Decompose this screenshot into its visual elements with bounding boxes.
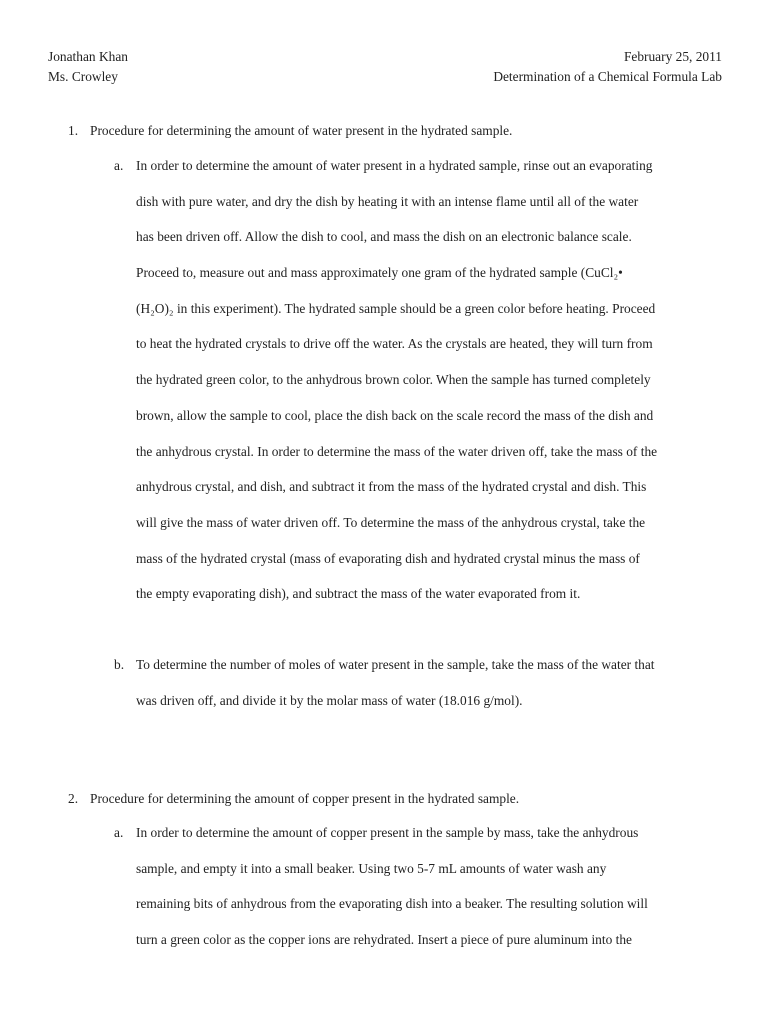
section-title: Procedure for determining the amount of copper present in the hydrated sample. <box>90 791 520 806</box>
item-text <box>136 148 728 612</box>
item-letter: b. <box>114 657 125 672</box>
text-line: brown, allow the sample to cool, place the dish back on the scale record the mass of the dish and <box>136 407 654 423</box>
header-row-2 <box>48 67 722 87</box>
text-line: To determine the number of moles of water present in the sample, take the mass of the water that <box>136 657 655 672</box>
text-line: was driven off, and divide it by the molar mass of water (18.016 g/mol). <box>136 692 523 708</box>
item-text <box>136 647 728 718</box>
header-row-1 <box>48 47 722 67</box>
text-line: Proceed to, measure out and mass approximately one gram of the hydrated sample (CuCl₂• <box>136 265 623 281</box>
text-line: remaining bits of anhydrous from the evaporating dish into a beaker. The resulting solution will <box>136 896 648 912</box>
text-line: turn a green color as the copper ions are rehydrated. Insert a piece of pure aluminum into the <box>136 932 633 948</box>
document-header <box>48 47 722 87</box>
text-line: dish with pure water, and dry the dish by heating it with an intense flame until all of the water <box>136 193 639 209</box>
text-line: to heat the hydrated crystals to drive off the water. As the crystals are heated, they will turn from <box>136 336 653 352</box>
section-1-item-b <box>114 647 728 718</box>
section-1-heading <box>68 121 728 141</box>
lab-title: Determination of a Chemical Formula Lab <box>493 69 722 84</box>
section-title: Procedure for determining the amount of water present in the hydrated sample. <box>90 123 513 138</box>
document-date: February 25, 2011 <box>623 49 722 64</box>
text-line: In order to determine the amount of water present in a hydrated sample, rinse out an evaporating <box>136 158 653 173</box>
item-letter: a. <box>114 825 124 840</box>
section-1-item-a <box>114 148 728 612</box>
author-name: Jonathan Khan <box>48 49 128 64</box>
text-line: will give the mass of water driven off. To determine the mass of the anhydrous crystal, take the <box>136 514 646 530</box>
text-line: (H₂O)₂ in this experiment). The hydrated sample should be a green color before heating. Proceed <box>136 300 656 316</box>
text-line: the anhydrous crystal. In order to determine the mass of the water driven off, take the mass of the <box>136 443 658 459</box>
text-line: In order to determine the amount of copper present in the sample by mass, take the anhydrous <box>136 825 639 840</box>
text-line: sample, and empty it into a small beaker. Using two 5-7 mL amounts of water wash any <box>136 860 607 876</box>
text-line: the hydrated green color, to the anhydrous brown color. When the sample has turned completely <box>136 372 651 388</box>
item-letter: a. <box>114 158 124 173</box>
section-2-item-a <box>114 815 728 958</box>
section-2-heading <box>68 789 728 809</box>
teacher-name: Ms. Crowley <box>48 69 118 84</box>
item-text <box>136 815 728 958</box>
text-line: mass of the hydrated crystal (mass of evaporating dish and hydrated crystal minus the mass of <box>136 550 640 566</box>
section-number: 2. <box>68 791 79 806</box>
text-line: the empty evaporating dish), and subtract the mass of the water evaporated from it. <box>136 586 581 602</box>
section-number: 1. <box>68 123 79 138</box>
text-line: has been driven off. Allow the dish to cool, and mass the dish on an electronic balance scale. <box>136 229 632 245</box>
text-line: anhydrous crystal, and dish, and subtract it from the mass of the hydrated crystal and dish. This <box>136 479 647 495</box>
